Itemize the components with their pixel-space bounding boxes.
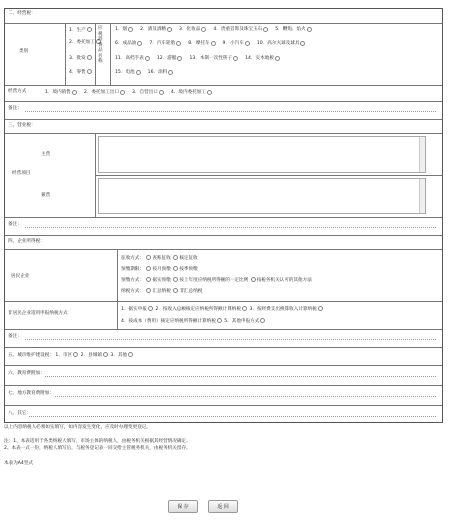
operation-label: 经营方式 bbox=[8, 89, 27, 94]
prepay-method-row: 预缴方式： 据实预缴 按上年度应纳税所得额的一定比例 按税务机关认可的其他方法 bbox=[121, 278, 312, 283]
tax-item[interactable]: 6．成品油 bbox=[115, 40, 143, 46]
payment-option[interactable]: 汇总纳税 bbox=[145, 289, 170, 294]
note-label-2: 备注： bbox=[8, 222, 22, 227]
prepay-period-row: 预缴期限： 按月预缴 按季预缴 bbox=[121, 267, 198, 272]
taxable-items-row-4 bbox=[115, 69, 174, 75]
section-title-income-tax: 四、企业所得税： bbox=[8, 239, 45, 244]
education-surcharge-input[interactable] bbox=[45, 376, 436, 377]
tax-item[interactable]: 1．烟 bbox=[115, 26, 134, 32]
tax-item[interactable]: 13．木制一次性筷子 bbox=[189, 55, 239, 61]
resident-enterprise-label: 居民企业 bbox=[11, 274, 30, 279]
nonresident-label: 非居民企业适用申报纳税方式 bbox=[8, 311, 68, 316]
business-scope-label: 经营项目 bbox=[12, 171, 31, 176]
tax-item[interactable]: 3．化妆品 bbox=[179, 26, 207, 32]
category-processing[interactable]: 2．委托加工 bbox=[69, 39, 102, 46]
other-input[interactable] bbox=[29, 416, 436, 417]
education-surcharge-label: 六、教育费附加： bbox=[8, 371, 45, 376]
primary-business-label: 主营 bbox=[41, 152, 51, 157]
tax-registration-form bbox=[4, 8, 443, 423]
tax-item[interactable]: 7．汽车轮胎 bbox=[149, 40, 182, 46]
nonresident-option[interactable]: 3．按经费支出换算收入计算纳税 bbox=[249, 307, 323, 312]
save-button[interactable]: 保 存 bbox=[168, 500, 198, 513]
category-label: 类别 bbox=[19, 49, 29, 54]
tax-item[interactable]: 9．小汽车 bbox=[223, 40, 251, 46]
note-text-1: 注：1、本表适用于各类纳税人填写，市场主体的纳税人，由税务机关根据其经营情况确定。 bbox=[4, 439, 191, 444]
category-production[interactable]: 1．生产 bbox=[69, 27, 93, 34]
taxable-items-row-2 bbox=[115, 40, 306, 46]
tax-item[interactable]: 8．摩托车 bbox=[188, 40, 216, 46]
tax-item[interactable]: 11．高档手表 bbox=[115, 55, 151, 61]
city-tax-row: 五、城市维护建设税： 1．市区 2．县城镇 3．其他 bbox=[8, 352, 134, 359]
category-retail[interactable]: 4．零售 bbox=[69, 69, 93, 76]
prepay-method-option[interactable]: 按上年度应纳税所得额的一定比例 bbox=[172, 278, 248, 283]
city-tax-option[interactable]: 3．其他 bbox=[110, 353, 134, 358]
city-tax-option[interactable]: 2．县城镇 bbox=[81, 353, 109, 358]
tax-item[interactable]: 12．游艇 bbox=[157, 55, 184, 61]
promise-text: 以上内容纳税人必须如实填写，如内容发生变化，应及时办理变更登记。 bbox=[4, 425, 152, 430]
form-size-text: 本表为A4竖式 bbox=[4, 461, 34, 466]
secondary-business-textarea[interactable] bbox=[98, 178, 426, 214]
taxable-items-label: 应税消费品名称 bbox=[98, 26, 103, 64]
prepay-period-option[interactable]: 按月预缴 bbox=[145, 267, 170, 272]
operation-option[interactable]: 1．境内销售 bbox=[45, 89, 78, 95]
operation-option[interactable]: 3．自营出口 bbox=[132, 89, 165, 95]
prepay-method-option[interactable]: 据实预缴 bbox=[145, 278, 170, 283]
local-education-surcharge-label: 七、地方教育费附加： bbox=[8, 391, 54, 396]
section-title-sales-tax: 三、营业税： bbox=[8, 123, 36, 128]
payment-option[interactable]: 非汇总纳税 bbox=[172, 289, 202, 294]
collection-option[interactable]: 查账征收 bbox=[145, 256, 170, 261]
tax-item[interactable]: 5．鞭炮、焰火 bbox=[275, 26, 313, 32]
nonresident-option[interactable]: 5．其他申报方式 bbox=[224, 319, 266, 324]
tax-item[interactable]: 10．高尔夫球及球具 bbox=[257, 40, 307, 46]
nonresident-option[interactable]: 2．按收入总额核定应纳税所得额计算纳税 bbox=[155, 307, 248, 312]
note-input-3[interactable] bbox=[25, 339, 436, 340]
note-label-3: 备注： bbox=[8, 334, 22, 339]
note-input-2[interactable] bbox=[25, 227, 436, 228]
taxable-items-row-1 bbox=[115, 26, 313, 32]
operation-option[interactable]: 4．境内委托加工 bbox=[171, 89, 213, 95]
other-label: 八、其它： bbox=[8, 411, 31, 416]
note-label: 备注： bbox=[8, 106, 22, 111]
tax-item[interactable]: 14．实木地板 bbox=[245, 55, 281, 61]
note-text-2: 2、本表一式一份，纳税人填写后，与税务登记表一同交给主管税务机关，由税务机关留存。 bbox=[4, 446, 191, 451]
operation-options bbox=[45, 89, 213, 95]
city-tax-option[interactable]: 1．市区 bbox=[55, 353, 79, 358]
primary-business-textarea[interactable] bbox=[98, 136, 426, 173]
prepay-period-option[interactable]: 按季预缴 bbox=[172, 267, 197, 272]
nonresident-option[interactable]: 1．据实申报 bbox=[121, 307, 154, 312]
nonresident-option[interactable]: 4．按成本（费用）核定应纳税所得额计算纳税 bbox=[121, 319, 223, 324]
category-wholesale[interactable]: 3．批发 bbox=[69, 55, 93, 62]
note-input[interactable] bbox=[25, 111, 436, 112]
operation-option[interactable]: 2．委托加工出口 bbox=[84, 89, 126, 95]
nonresident-row-2 bbox=[121, 318, 266, 325]
tax-item[interactable]: 2．酒及酒精 bbox=[140, 26, 173, 32]
prepay-method-option[interactable]: 按税务机关认可的其他方法 bbox=[250, 278, 312, 283]
nonresident-row-1 bbox=[121, 306, 324, 313]
secondary-business-label: 兼营 bbox=[41, 193, 51, 198]
tax-item[interactable]: 15．电池 bbox=[115, 69, 142, 75]
payment-method-row: 纳税方式： 汇总纳税 非汇总纳税 bbox=[121, 289, 203, 294]
collection-method-row: 征收方式： 查账征收 核定征收 bbox=[121, 256, 198, 261]
section-title-business-tax: 二、经营税： bbox=[8, 11, 36, 16]
local-education-surcharge-input[interactable] bbox=[55, 396, 436, 397]
tax-item[interactable]: 16．涂料 bbox=[148, 69, 175, 75]
taxable-items-row-3 bbox=[115, 55, 281, 61]
tax-item[interactable]: 4．贵重首饰及珠宝玉石 bbox=[213, 26, 269, 32]
back-button[interactable]: 返 回 bbox=[208, 500, 238, 513]
collection-option[interactable]: 核定征收 bbox=[172, 256, 197, 261]
